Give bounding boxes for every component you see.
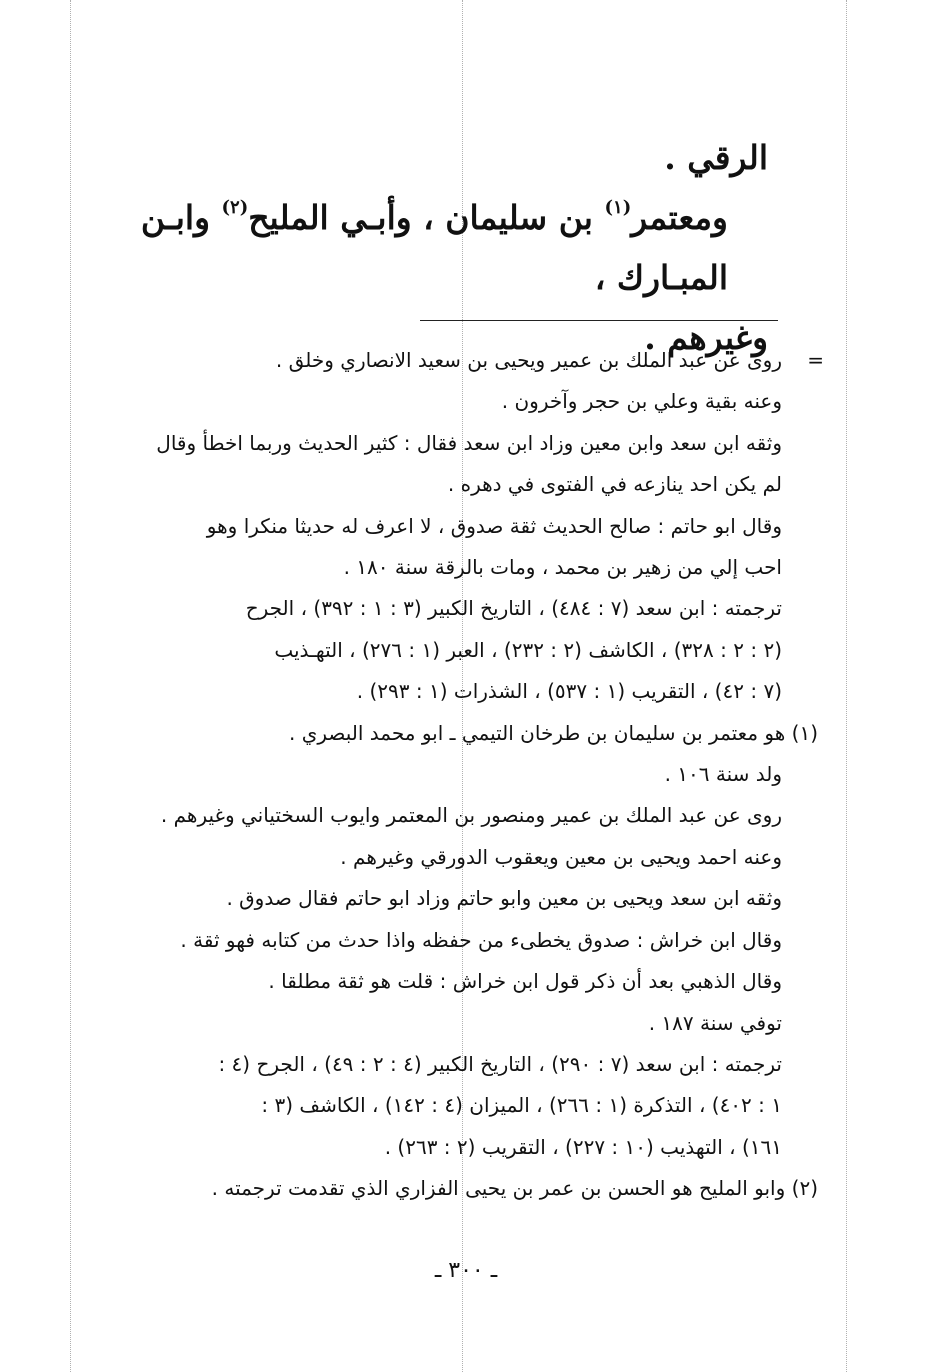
continuation-mark: = — [807, 348, 824, 372]
footnote-line: ترجمته : ابن سعد (٧ : ٢٩٠) ، التاريخ الكبير (٤ : ٢ : ٤٩) ، الجرح (٤ : — [218, 1051, 782, 1076]
footnote-line: وعنه احمد ويحيى بن معين ويعقوب الدورقي وغيرهم . — [340, 844, 782, 869]
main-line-2-part-b: بن سليمان ، وأبـي المليح — [248, 198, 605, 237]
footnote-line: روى عن عبد الملك بن عمير ومنصور بن المعتمر وايوب السختياني وغيرهم . — [160, 803, 782, 828]
main-line-1: الرقي . — [664, 138, 768, 177]
footnote-line: وعنه بقية وعلي بن حجر وآخرون . — [501, 389, 782, 414]
footnote-2: (٢) وابو المليح هو الحسن بن عمر بن يحيى الفزاري الذي تقدمت ترجمته . — [211, 1176, 818, 1201]
footnote-line — [130, 340, 824, 381]
footnote-line: (٢ : ٢ : ٣٢٨) ، الكاشف (٢ : ٢٣٢) ، العبر (١ : ٢٧٦) ، التهـذيب — [274, 637, 782, 662]
footnote-ref-2: (٢) — [221, 197, 249, 218]
main-line-2-part-a: ومعتمر — [631, 198, 728, 237]
footnote-line: وقال الذهبي بعد أن ذكر قول ابن خراش : قلت هو ثقة مطلقا . — [268, 969, 782, 994]
main-text — [128, 128, 768, 368]
main-line-3: وغيرهم . — [644, 318, 768, 357]
footnote-line: وثقه ابن سعد وابن معين وزاد ابن سعد فقال : كثير الحديث وربما اخطأ وقال — [156, 430, 782, 455]
footnote-line: (٧ : ٤٢) ، التقريب (١ : ٥٣٧) ، الشذرات (١ : ٢٩٣) . — [356, 679, 782, 704]
footnote-line: ١٦١) ، التهذيب (١٠ : ٢٢٧) ، التقريب (٢ : ٢٦٣) . — [384, 1134, 782, 1159]
footnote-line: ولد سنة ١٠٦ . — [664, 762, 782, 787]
footnote-line: وقال ابو حاتم : صالح الحديث ثقة صدوق ، لا اعرف له حديثا منكرا وهو — [206, 513, 782, 538]
footnote-line: احب إلي من زهير بن محمد ، ومات بالرقة سنة ١٨٠ . — [343, 555, 782, 580]
footnote-line: وقال ابن خراش : صدوق يخطىء من حفظه واذا حدث من كتابه فهو ثقة . — [180, 927, 782, 952]
footnote-1-heading: (١) هو معتمر بن سليمان بن طرخان التيمي ـ ابو محمد البصري . — [289, 720, 818, 745]
footnote-line: ترجمته : ابن سعد (٧ : ٤٨٤) ، التاريخ الكبير (٣ : ١ : ٣٩٢) ، الجرح — [245, 596, 782, 621]
footnote-line: وثقه ابن سعد ويحيى بن معين وابو حاتم وزاد ابو حاتم فقال صدوق . — [226, 886, 782, 911]
page-number: ـ ٣٠٠ ـ — [434, 1258, 498, 1283]
footnote-line-text: روى عن عبد الملك بن عمير ويحيى بن سعيد الانصاري وخلق . — [275, 348, 782, 372]
footnote-line: توفي سنة ١٨٧ . — [648, 1010, 782, 1035]
footnote-line: لم يكن احد ينازعه في الفتوى في دهره . — [447, 472, 782, 497]
main-line-2-part-c: وابـن المبـارك ، — [140, 198, 728, 297]
footnote-line: ١ : ٤٠٢) ، التذكرة (١ : ٢٦٦) ، الميزان (٤ : ١٤٢) ، الكاشف (٣ : — [261, 1093, 782, 1118]
main-line-2 — [128, 188, 768, 308]
footnotes — [130, 340, 824, 1210]
footnote-separator — [420, 320, 778, 321]
footnote-ref-1: (١) — [604, 197, 632, 218]
